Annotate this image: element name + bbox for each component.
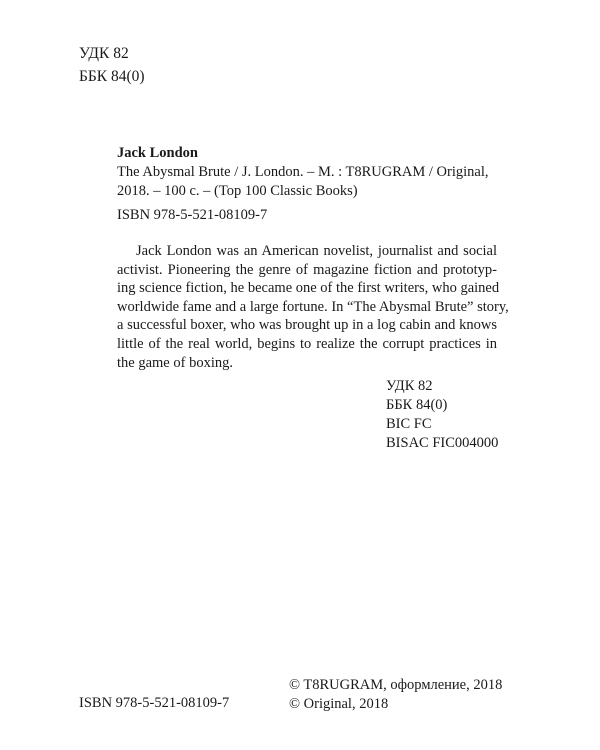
bisac-code: BISAC FIC004000 <box>386 435 499 451</box>
isbn-main-text: ISBN 978-5-521-08109-7 <box>117 207 268 223</box>
udk-code: УДК 82 <box>386 378 433 394</box>
classification-codes-top <box>79 42 145 88</box>
bic-code: BIC FC <box>386 416 432 432</box>
isbn-main <box>117 206 267 224</box>
author-name: Jack London <box>117 145 198 161</box>
copyright-line-1: © T8RUGRAM, оформление, 2018 <box>289 677 503 693</box>
annotation-paragraph <box>117 242 509 372</box>
annotation-line: the game of boxing. <box>117 354 233 371</box>
record-line-1: The Abysmal Brute / J. London. – M. : T8RUGRAM / Original, <box>117 164 489 180</box>
annotation-line: little of the real world, begins to realize the corrupt practices in <box>117 335 497 352</box>
isbn-bottom-text: ISBN 978-5-521-08109-7 <box>79 695 230 711</box>
bibliographic-record <box>117 144 517 201</box>
annotation-line: activist. Pioneering the genre of magazine fiction and prototyp- <box>117 261 497 278</box>
annotation <box>117 242 509 372</box>
annotation-line: ing science fiction, he became one of the first writers, who gained <box>117 280 500 297</box>
copyright-line-2: © Original, 2018 <box>289 696 389 712</box>
record-line-2: 2018. – 100 с. – (Top 100 Classic Books) <box>117 183 358 199</box>
bbk-code: ББК 84(0) <box>386 397 448 413</box>
annotation-line: a successful boxer, who was brought up in a log cabin and knows <box>117 317 497 334</box>
isbn-bottom <box>79 694 229 712</box>
annotation-line: worldwide fame and a large fortune. In “The Abysmal Brute” story, <box>117 298 509 315</box>
copyright-notices <box>289 676 502 714</box>
bbk-code: ББК 84(0) <box>79 68 145 85</box>
classification-codes-right <box>386 377 498 453</box>
udk-code: УДК 82 <box>79 45 129 62</box>
annotation-line: Jack London was an American novelist, journalist and social <box>136 243 497 259</box>
